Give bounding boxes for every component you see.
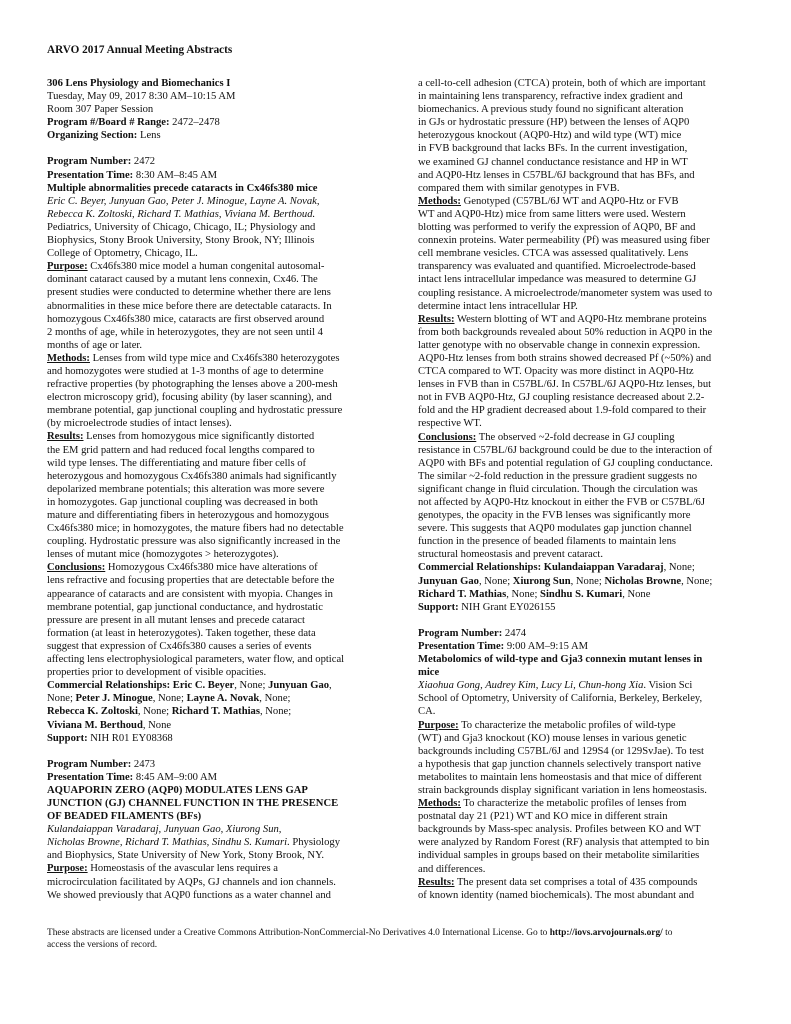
body-line: in GJs or hydrostatic pressure (HP) between the lenses of AQP0 xyxy=(418,117,690,129)
abstract-title: AQUAPORIN ZERO (AQP0) MODULATES LENS GAP xyxy=(47,784,308,796)
footer-text: These abstracts are licensed under a Creative Commons Attribution-NonCommercial-No Derivatives 4.0 International License. Go to xyxy=(47,928,550,938)
body-line: lenses of mutant mice (homozygotes > heterozygotes). xyxy=(47,549,279,561)
body-line: abnormalities in these mice before there are detectable cataracts. In xyxy=(47,300,332,312)
body-line: electron microscopy grid), focusing ability (by laser scanning), and xyxy=(47,392,332,404)
abstract-title: Metabolomics of wild-type and Gja3 connexin mutant lenses in xyxy=(418,654,703,666)
body-line: connexin proteins. Water permeability (Pf) was measured using fiber xyxy=(418,235,710,247)
right-column xyxy=(418,77,748,902)
body-line: mature and differentiating fibers in heterozygous and homozygous xyxy=(47,510,329,521)
presentation-time: Presentation Time: 8:30 AM–8:45 AM xyxy=(47,169,218,181)
body-line: dominant cataract caused by a mutant lens connexin, Cx46. The xyxy=(47,274,318,286)
body-line: properties prior to development of visible opacities. xyxy=(47,667,267,679)
commercial-relationships: Commercial Relationships: Kulandaiappan Varadaraj, None; xyxy=(418,562,695,574)
body-line: cell membrane vesicles. CTCA was assessed qualitatively. Lens xyxy=(418,248,689,260)
affiliation-line: Biophysics, Stony Brook University, Stony Brook, NY; Illinois xyxy=(47,235,315,247)
results-line: Results: Western blotting of WT and AQP0-Htz membrane proteins xyxy=(418,313,707,325)
body-line: lens refractive and focusing properties that are detectable before the xyxy=(47,575,335,587)
body-line: homozygous Cx46fs380 mice, cataracts are first observed around xyxy=(47,313,325,325)
body-line: in FVB background that lacks BFs. In the current investigation, xyxy=(418,143,688,155)
body-line: compared them with similar genotypes in FVB. xyxy=(418,182,620,194)
authors-line: Xiaohua Gong, Audrey Kim, Lucy Li, Chun-hong Xia. Vision Sci xyxy=(418,680,693,692)
commercial-relationships: Rebecca K. Zoltoski, None; Richard T. Mathias, None; xyxy=(47,706,292,718)
body-line: fold and the HP gradient decreased about 1.9-fold compared to their xyxy=(418,405,707,417)
body-line: microcirculation facilitated by AQPs, GJ channels and ion channels. xyxy=(47,876,336,888)
purpose-line: Purpose: Cx46fs380 mice model a human congenital autosomal- xyxy=(47,261,325,273)
affiliation-line: and Biophysics, State University of New York, Stony Brook, NY. xyxy=(47,850,325,862)
body-line: heterozygous and homozygous Cx46fs380 animals had significantly xyxy=(47,470,337,482)
presentation-time: Presentation Time: 8:45 AM–9:00 AM xyxy=(47,771,218,783)
body-line: The similar ~2-fold reduction in the pressure gradient suggests no xyxy=(418,470,698,482)
body-line: in maintaining lens transparency, refractive index gradient and xyxy=(418,91,683,103)
body-line: respective WT. xyxy=(418,418,482,430)
authors-line: Nicholas Browne, Richard T. Mathias, Sindhu S. Kumari. Physiology xyxy=(47,837,341,849)
body-line: and homozygotes were studied at 1-3 months of age to determine xyxy=(47,365,324,377)
commercial-relationships: Commercial Relationships: Eric C. Beyer, None; Junyuan Gao, xyxy=(47,680,332,692)
abstract-title: Multiple abnormalities precede cataracts in Cx46fs380 mice xyxy=(47,182,318,194)
abstract-2472 xyxy=(47,155,377,744)
program-number: Program Number: 2474 xyxy=(418,627,527,639)
body-line: lenses in FVB than in C57BL/6J. In C57BL/6J AQP0-Htz lenses, but xyxy=(418,379,712,391)
body-line: wild type lenses. The differentiating and mature fiber cells of xyxy=(47,457,307,469)
body-line: metabolites to maintain lens homeostasis and that mice of different xyxy=(418,771,702,783)
body-line: a cell-to-cell adhesion (CTCA) protein, both of which are important xyxy=(418,78,706,89)
commercial-relationships: Richard T. Mathias, None; Sindhu S. Kumari, None xyxy=(418,588,651,600)
body-line: suggest that expression of Cx46fs380 causes a series of events xyxy=(47,640,312,652)
running-head: ARVO 2017 Annual Meeting Abstracts xyxy=(47,44,233,56)
authors-line: Rebecca K. Zoltoski, Richard T. Mathias, Viviana M. Berthoud. xyxy=(47,208,316,220)
body-line: the EM grid pattern and had reduced focal lengths compared to xyxy=(47,444,315,456)
body-line: AQP0-Htz lenses from both strains showed decreased Pf (~50%) and xyxy=(418,352,712,364)
body-line: in homozygotes. Gap junctional coupling was decreased in both xyxy=(47,496,318,508)
license-footer xyxy=(47,927,747,951)
conclusions-line: Conclusions: Homozygous Cx46fs380 mice have alterations of xyxy=(47,562,318,574)
body-line: months of age or later. xyxy=(47,339,143,351)
footer-text: access the versions of record. xyxy=(47,940,158,950)
abstract-title: JUNCTION (GJ) CHANNEL FUNCTION IN THE PRESENCE xyxy=(47,797,339,809)
body-line: not in FVB AQP0-Htz, GJ coupling resistance decreased about 2.2- xyxy=(418,392,705,404)
program-number: Program Number: 2473 xyxy=(47,758,156,770)
body-line: present studies were conducted to determine whether there are lens xyxy=(47,287,331,299)
body-line: Cx46fs380 mice; in homozygotes, the mature fibers had no detectable xyxy=(47,523,344,535)
presentation-time: Presentation Time: 9:00 AM–9:15 AM xyxy=(418,640,589,652)
body-line: intact lens intracellular impedance was measured to determine GJ xyxy=(418,274,697,286)
abstract-title: mice xyxy=(418,667,440,679)
body-line: (WT) and Gja3 knockout (KO) mouse lenses in various genetic xyxy=(418,732,687,744)
body-line: and AQP0-Htz lenses in C57BL/6J background that has BFs, and xyxy=(418,169,695,181)
body-line: coupling resistance. A microelectrode/manometer system was used to xyxy=(418,287,713,299)
abstract-2473 xyxy=(47,758,377,902)
body-line: were analyzed by Random Forest (RF) analysis that attempted to bin xyxy=(418,837,710,849)
body-line: determine intact lens intracellular HP. xyxy=(418,300,578,312)
body-line: coupling. Hydrostatic pressure was also significantly increased in the xyxy=(47,536,341,548)
body-line: function in the presence of beaded filaments to maintain lens xyxy=(418,536,676,548)
body-line: (by microelectrode studies of intact lenses). xyxy=(47,418,232,430)
methods-line: Methods: Genotyped (C57BL/6J WT and AQP0-Htz or FVB xyxy=(418,195,679,207)
body-line: blotting was performed to verify the expression of AQP0, BF and xyxy=(418,222,696,234)
body-line: depolarized membrane potentials; this alteration was more severe xyxy=(47,483,325,495)
body-line: CTCA compared to WT. Opacity was more distinct in AQP0-Htz xyxy=(418,366,694,378)
commercial-relationships: None; Peter J. Minogue, None; Layne A. Novak, None; xyxy=(47,693,291,705)
support-line: Support: NIH Grant EY026155 xyxy=(418,601,556,613)
abstract-2474 xyxy=(418,627,748,902)
body-line: postnatal day 21 (P21) WT and KO mice in different strain xyxy=(418,811,668,823)
authors-line: Kulandaiappan Varadaraj, Junyuan Gao, Xiurong Sun, xyxy=(47,824,282,836)
affiliation-line: School of Optometry, University of California, Berkeley, Berkeley, xyxy=(418,693,703,705)
results-line: Results: The present data set comprises a total of 435 compounds xyxy=(418,876,698,888)
commercial-relationships: Junyuan Gao, None; Xiurong Sun, None; Nicholas Browne, None; xyxy=(418,575,713,587)
conclusions-line: Conclusions: The observed ~2-fold decrease in GJ coupling xyxy=(418,431,675,443)
body-line: affecting lens electrophysiological parameters, water flow, and optical xyxy=(47,654,345,666)
affiliation-line: Pediatrics, University of Chicago, Chicago, IL; Physiology and xyxy=(47,221,316,233)
program-range: Program #/Board # Range: 2472–2478 xyxy=(47,117,220,129)
body-line: severe. This suggests that AQP0 modulates gap junction channel xyxy=(418,523,692,535)
program-number: Program Number: 2472 xyxy=(47,156,156,168)
authors-line: Eric C. Beyer, Junyuan Gao, Peter J. Minogue, Layne A. Novak, xyxy=(47,195,320,207)
body-line: individual samples in groups based on their metabolite similarities xyxy=(418,850,700,862)
abstract-2473-continued xyxy=(418,77,748,614)
body-line: refractive properties (by photographing the lenses above a 200-mesh xyxy=(47,379,338,391)
body-line: and differences. xyxy=(418,863,486,875)
abstract-title: OF BEADED FILAMENTS (BFs) xyxy=(47,811,202,823)
purpose-line: Purpose: Homeostasis of the avascular lens requires a xyxy=(47,863,278,875)
body-line: WT and AQP0-Htz) mice from same litters were used. Western xyxy=(418,208,686,220)
body-line: membrane potential, gap junctional coupling and hydrostatic pressure xyxy=(47,405,343,417)
body-line: we examined GJ channel conductance resistance and HP in WT xyxy=(418,156,688,168)
body-line: We showed previously that AQP0 functions as a water channel and xyxy=(47,889,331,901)
body-line: structural homeostasis and prevent cataract. xyxy=(418,549,604,561)
purpose-line: Purpose: To characterize the metabolic profiles of wild-type xyxy=(418,719,676,731)
body-line: transparency was evaluated and quantified. Microelectrode-based xyxy=(418,261,696,273)
support-line: Support: NIH R01 EY08368 xyxy=(47,732,173,744)
body-line: membrane potential, gap junctional conductance, and hydrostatic xyxy=(47,601,323,613)
body-line: pressure are present in all mutant lenses and precede cataract xyxy=(47,614,305,626)
session-title: 306 Lens Physiology and Biomechanics I xyxy=(47,78,231,89)
results-line: Results: Lenses from homozygous mice significantly distorted xyxy=(47,431,315,443)
left-column xyxy=(47,77,377,902)
body-line: from both backgrounds revealed about 50% reduction in AQP0 in the xyxy=(418,326,713,338)
body-line: formation (at least in heterozygotes). Taken together, these data xyxy=(47,627,316,639)
body-line: genotypes, the opacity in the FVB lenses was significantly more xyxy=(418,510,691,522)
body-line: heterozygous knockout (AQP0-Htz) and wild type (WT) mice xyxy=(418,130,682,142)
session-datetime: Tuesday, May 09, 2017 8:30 AM–10:15 AM xyxy=(47,91,236,103)
body-line: backgrounds by Mass-spec analysis. Profiles between KO and WT xyxy=(418,824,701,836)
body-line: AQP0 with BFs and potential regulation of GJ coupling conductance. xyxy=(418,457,713,469)
body-line: backgrounds including C57BL/6J and 129S4 (or 129SvJae). To test xyxy=(418,745,704,757)
methods-line: Methods: To characterize the metabolic profiles of lenses from xyxy=(418,798,687,810)
body-line: biomechanics. A previous study found no significant alteration xyxy=(418,104,684,116)
body-line: strain backgrounds display significant variation in lens homeostasis. xyxy=(418,784,707,796)
body-line: 2 months of age, while in heterozygotes, they are not seen until 4 xyxy=(47,326,323,338)
body-line: latter genotype with no observable change in connexin expression. xyxy=(418,339,701,351)
methods-line: Methods: Lenses from wild type mice and Cx46fs380 heterozygotes xyxy=(47,352,340,364)
body-line: of known identity (named biochemicals). The most abundant and xyxy=(418,889,695,901)
body-line: significant change in fluid circulation. Though the circulation was xyxy=(418,483,698,495)
affiliation-line: College of Optometry, Chicago, IL. xyxy=(47,248,198,260)
body-line: not affected by AQP0-Htz knockout in either the FVB or C57BL/6J xyxy=(418,497,705,508)
journal-link[interactable]: http://iovs.arvojournals.org/ xyxy=(549,928,663,938)
body-line: a hypothesis that gap junction channels selectively transport native xyxy=(418,758,702,770)
affiliation-line: CA. xyxy=(418,706,436,718)
commercial-relationships: Viviana M. Berthoud, None xyxy=(47,719,172,731)
body-line: resistance in C57BL/6J background could be due to the interaction of xyxy=(418,444,713,456)
body-line: appearance of cataracts and are consistent with myopia. Changes in xyxy=(47,588,333,600)
session-room: Room 307 Paper Session xyxy=(47,104,154,116)
footer-text: to xyxy=(662,928,673,938)
organizing-section: Organizing Section: Lens xyxy=(47,130,161,142)
